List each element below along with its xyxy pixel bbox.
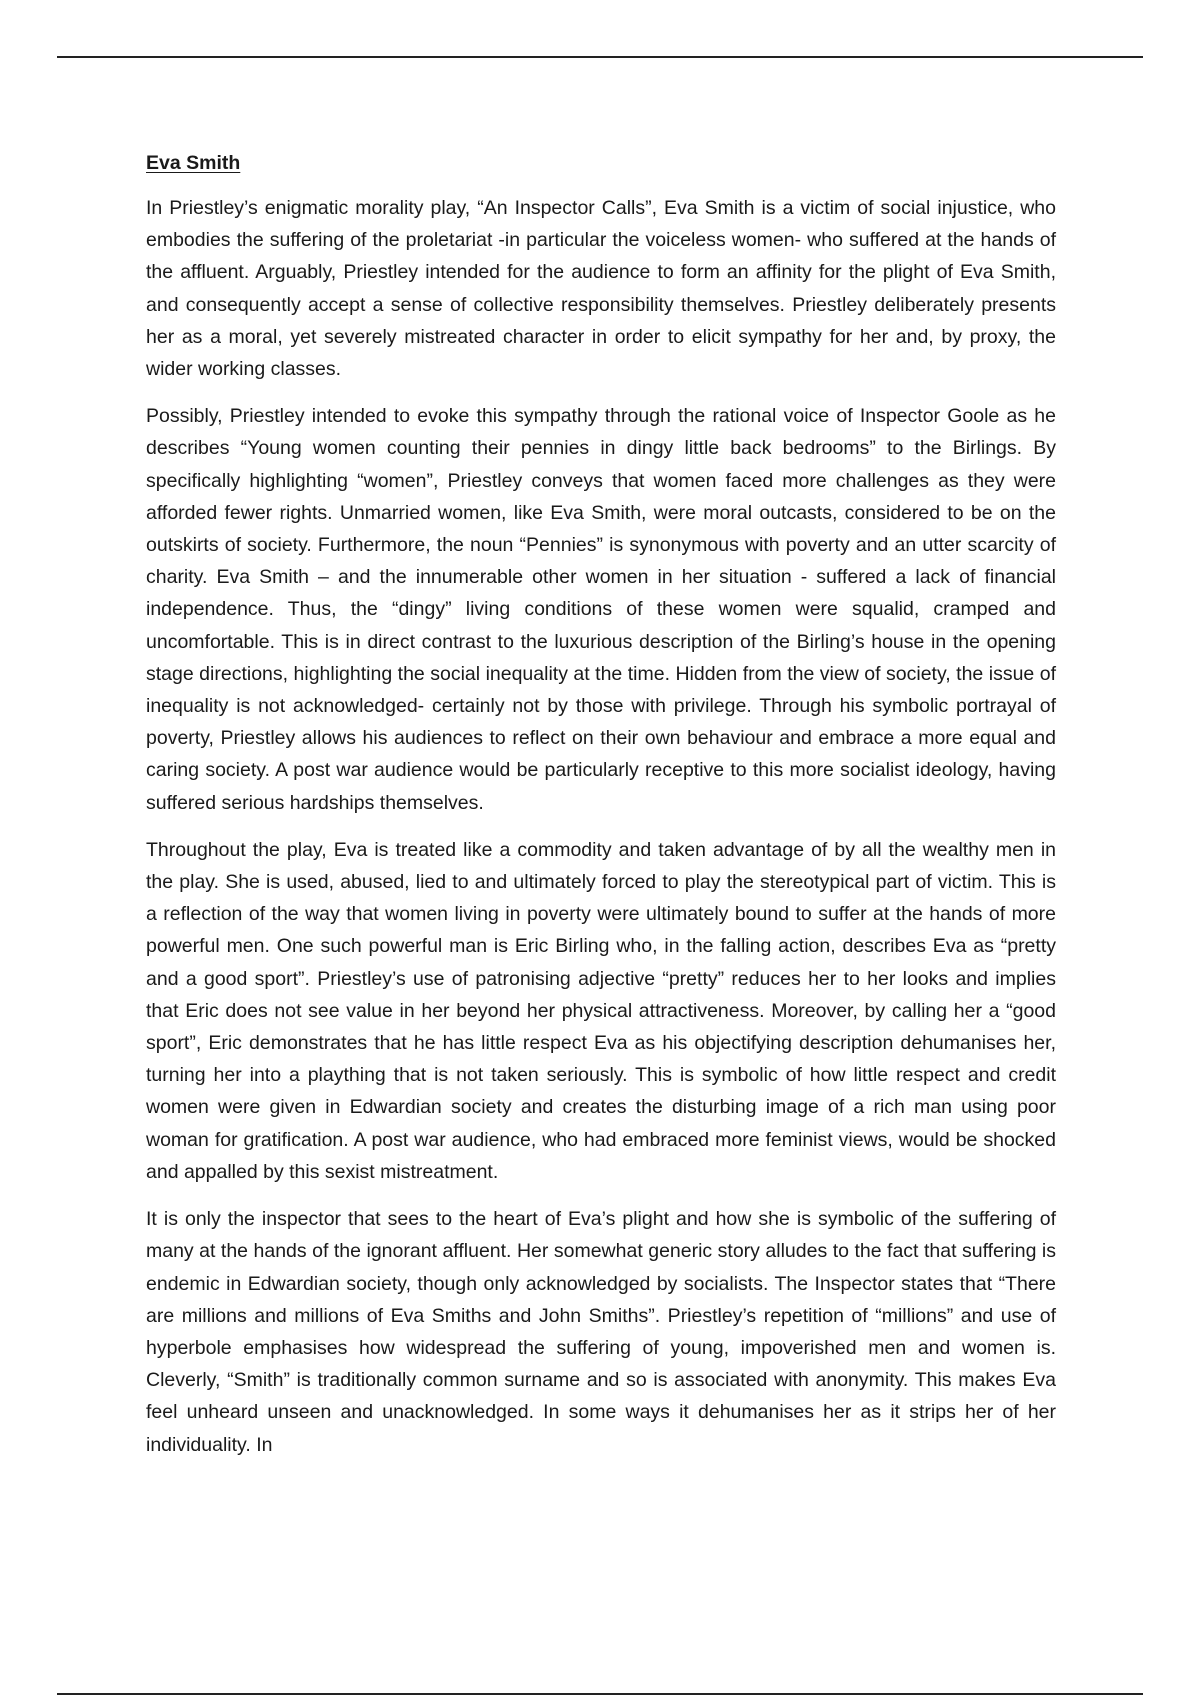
header-rule <box>57 56 1143 58</box>
document-body <box>146 148 1056 1476</box>
section-heading: Eva Smith <box>146 152 241 174</box>
footer-rule <box>57 1693 1143 1695</box>
paragraph-commodity: Throughout the play, Eva is treated like a commodity and taken advantage of by all the wealthy men in the play. She is used, abused, lied to and ultimately forced to play the stereotypical part of victim. This is a reflection of the way that women living in poverty were ultimately bound to suffer at the hands of more powerful men. One such powerful man is Eric Birling who, in the falling action, describes Eva as “pretty and a good sport”. Priestley’s use of patronising adjective “pretty” reduces her to her looks and implies that Eric does not see value in her beyond her physical attractiveness. Moreover, by calling her a “good sport”, Eric demonstrates that he has little respect Eva as his objectifying description dehumanises her, turning her into a plaything that is not taken seriously. This is symbolic of how little respect and credit women were given in Edwardian society and creates the disturbing image of a rich man using poor woman for gratification. A post war audience, who had embraced more feminist views, would be shocked and appalled by this sexist mistreatment. <box>146 838 1056 1183</box>
paragraph-millions: It is only the inspector that sees to the heart of Eva’s plight and how she is symbolic of the suffering of many at the hands of the ignorant affluent. Her somewhat generic story alludes to the fact that suffering is endemic in Edwardian society, though only acknowledged by socialists. The Inspector states that “There are millions and millions of Eva Smiths and John Smiths”. Priestley’s repetition of “millions” and use of hyperbole emphasises how widespread the suffering of young, impoverished men and women is. Cleverly, “Smith” is traditionally common surname and so is associated with anonymity. This makes Eva feel unheard unseen and unacknowledged. In some ways it dehumanises her as it strips her of her individuality. In <box>146 1208 1056 1456</box>
paragraph-inspector-goole: Possibly, Priestley intended to evoke this sympathy through the rational voice of Inspector Goole as he describes “Young women counting their pennies in dingy little back bedrooms” to the Birlings. By specifically highlighting “women”, Priestley conveys that women faced more challenges as they were afforded fewer rights. Unmarried women, like Eva Smith, were moral outcasts, considered to be on the outskirts of society. Furthermore, the noun “Pennies” is synonymous with poverty and an utter scarcity of charity. Eva Smith – and the innumerable other women in her situation - suffered a lack of financial independence. Thus, the “dingy” living conditions of these women were squalid, cramped and uncomfortable. This is in direct contrast to the luxurious description of the Birling’s house in the opening stage directions, highlighting the social inequality at the time. Hidden from the view of society, the issue of inequality is not acknowledged- certainly not by those with privilege. Through his symbolic portrayal of poverty, Priestley allows his audiences to reflect on their own behaviour and embrace a more equal and caring society. A post war audience would be particularly receptive to this more socialist ideology, having suffered serious hardships themselves. <box>146 405 1056 814</box>
paragraph-introduction: In Priestley’s enigmatic morality play, “An Inspector Calls”, Eva Smith is a victim of social injustice, who embodies the suffering of the proletariat -in particular the voiceless women- who suffered at the hands of the affluent. Arguably, Priestley intended for the audience to form an affinity for the plight of Eva Smith, and consequently accept a sense of collective responsibility themselves. Priestley deliberately presents her as a moral, yet severely mistreated character in order to elicit sympathy for her and, by proxy, the wider working classes. <box>146 197 1056 381</box>
